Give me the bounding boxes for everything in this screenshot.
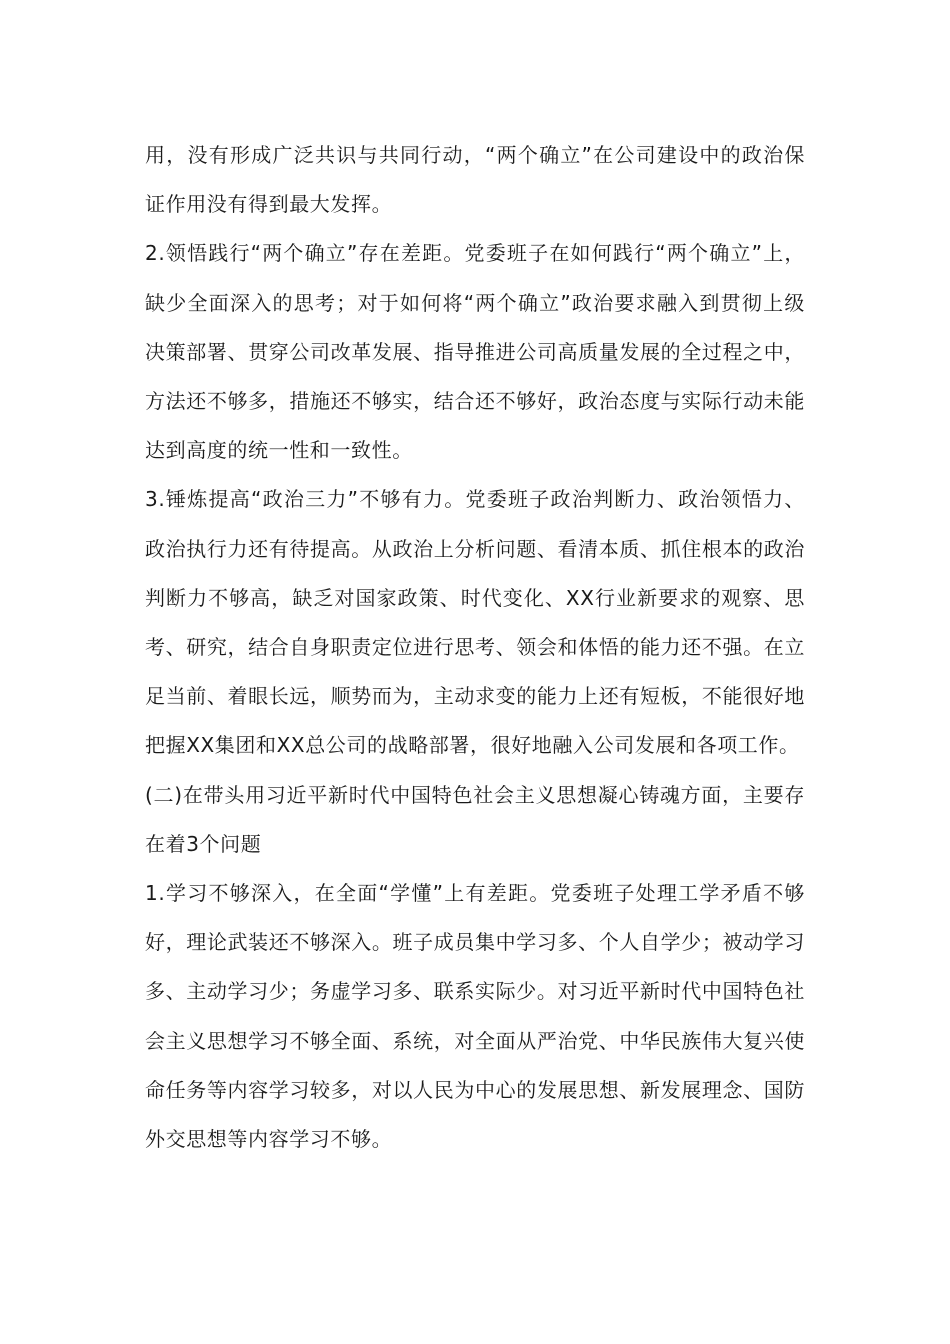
- section-heading-2: (二)在带头用习近平新时代中国特色社会主义思想凝心铸魂方面，主要存在着3个问题: [145, 782, 805, 856]
- document-body: [145, 131, 805, 1164]
- paragraph-item-2: 2.领悟践行“两个确立”存在差距。党委班子在如何践行“两个确立”上，缺少全面深入的思考；对于如何将“两个确立”政治要求融入到贯彻上级决策部署、贯穿公司改革发展、指导推进公司高质量发展的全过程之中，方法还不够多，措施还不够实，结合还不够好，政治态度与实际行动未能达到高度的统一性和一致性。: [145, 241, 806, 463]
- paragraph-item-1: 1.学习不够深入，在全面“学懂”上有差距。党委班子处理工学矛盾不够好，理论武装还不够深入。班子成员集中学习多、个人自学少；被动学习多、主动学习少；务虚学习多、联系实际少。对习近平新时代中国特色社会主义思想学习不够全面、系统，对全面从严治党、中华民族伟大复兴使命任务等内容学习较多，对以人民为中心的发展思想、新发展理念、国防外交思想等内容学习不够。: [145, 881, 805, 1152]
- paragraph-item-3: 3.锤炼提高“政治三力”不够有力。党委班子政治判断力、政治领悟力、政治执行力还有待提高。从政治上分析问题、看清本质、抓住根本的政治判断力不够高，缺乏对国家政策、时代变化、XX行业新要求的观察、思考、研究，结合自身职责定位进行思考、领会和体悟的能力还不强。在立足当前、着眼长远，顺势而为，主动求变的能力上还有短板，不能很好地把握XX集团和XX总公司的战略部署，很好地融入公司发展和各项工作。: [145, 487, 805, 758]
- paragraph-continuation: 用，没有形成广泛共识与共同行动，“两个确立”在公司建设中的政治保证作用没有得到最大发挥。: [145, 143, 805, 217]
